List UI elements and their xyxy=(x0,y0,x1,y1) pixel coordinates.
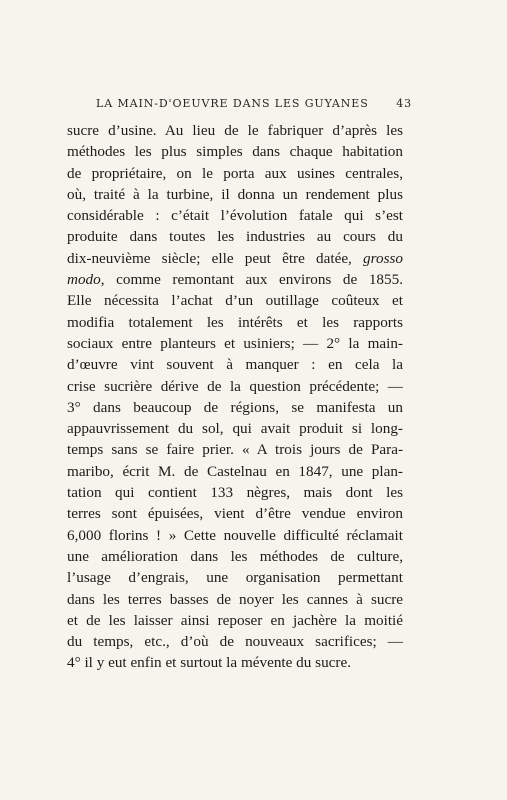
body-text xyxy=(67,120,403,674)
text-line: sociaux entre planteurs et usiniers; — 2° la main- xyxy=(67,334,403,352)
text-line: du temps, etc., d’où de nouveaux sacrifices; — xyxy=(67,633,403,651)
text-line: produite dans toutes les industries au cours du xyxy=(67,228,403,246)
italic-term: grosso xyxy=(363,249,403,267)
text-line: dans les terres basses de noyer les cannes à sucre xyxy=(67,590,403,608)
text-line: modifia totalement les intérêts et les rapports xyxy=(67,313,403,331)
text-line xyxy=(67,248,403,269)
text-line: crise sucrière dérive de la question précédente; — xyxy=(67,377,403,395)
text-line: et de les laisser ainsi reposer en jachère la moitié xyxy=(67,611,403,629)
text-line: une amélioration dans les méthodes de culture, xyxy=(67,547,403,565)
text-line: méthodes les plus simples dans chaque habitation xyxy=(67,143,403,161)
text-fragment: dix-neuvième siècle; elle peut être datée, xyxy=(67,249,352,267)
text-line: tation qui contient 133 nègres, mais dont les xyxy=(67,484,403,502)
text-line: 4° il y eut enfin et surtout la mévente du sucre. xyxy=(67,654,352,672)
text-line: où, traité à la turbine, il donna un rendement plus xyxy=(67,185,403,203)
text-line: 3° dans beaucoup de régions, se manifesta un xyxy=(67,398,403,416)
text-fragment: , comme remontant aux environs de 1855. xyxy=(100,271,403,289)
text-line: appauvrissement du sol, qui avait produit si long- xyxy=(67,420,403,438)
running-header xyxy=(96,97,412,113)
text-line: temps sans se faire prier. « A trois jours de Para- xyxy=(67,441,403,459)
text-line: 6,000 florins ! » Cette nouvelle difficulté réclamait xyxy=(67,526,403,544)
text-line: maribo, écrit M. de Castelnau en 1847, une plan- xyxy=(67,462,403,480)
italic-term: modo xyxy=(67,271,101,289)
text-line: Elle nécessita l’achat d’un outillage coûteux et xyxy=(67,292,403,310)
text-line: de propriétaire, on le porta aux usines centrales, xyxy=(67,164,403,182)
running-title: LA MAIN-D'OEUVRE DANS LES GUYANES xyxy=(96,97,369,110)
text-line: considérable : c’était l’évolution fatale qui s’est xyxy=(67,207,403,225)
text-line: sucre d’usine. Au lieu de le fabriquer d’après les xyxy=(67,122,403,139)
text-line: d’œuvre vint souvent à manquer : en cela la xyxy=(67,356,403,374)
page-number: 43 xyxy=(396,97,412,110)
text-line xyxy=(67,269,403,290)
text-line: terres sont épuisées, vient d’être vendue environ xyxy=(67,505,403,523)
text-line: l’usage d’engrais, une organisation permettant xyxy=(67,569,403,587)
